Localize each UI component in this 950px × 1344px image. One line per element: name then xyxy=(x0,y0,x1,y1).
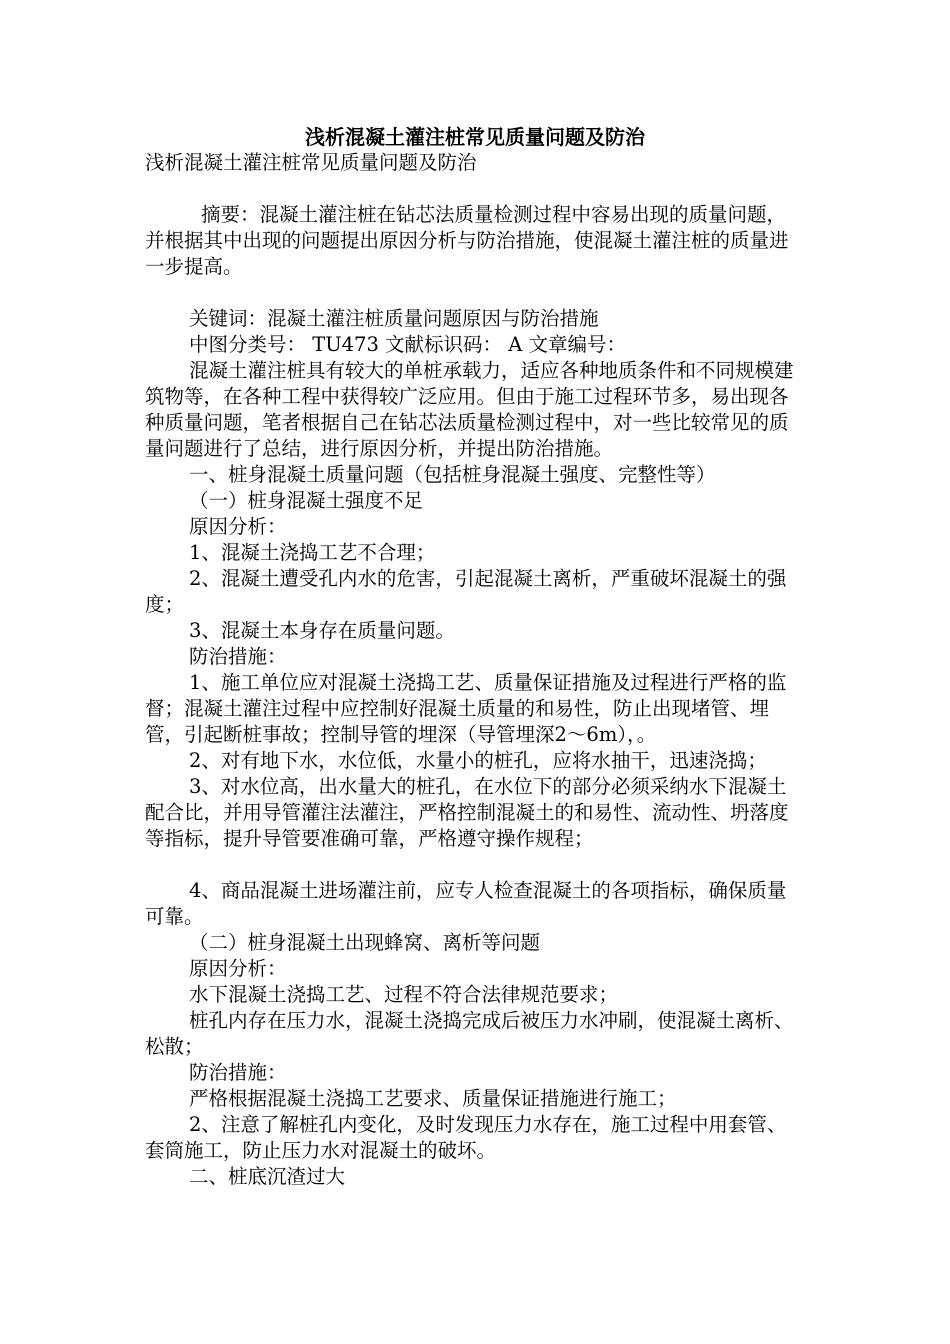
label-cause-analysis: 原因分析： xyxy=(189,515,287,538)
spacer xyxy=(145,176,805,202)
list-item: 水下混凝土浇捣工艺、过程不符合法律规范要求； xyxy=(189,983,619,1006)
list-item: 3、对水位高，出水量大的桩孔，在水位下的部分必须采纳水下混凝土配合比，并用导管灌注法灌注，严格控制混凝土的和易性、流动性、坍落度等指标，提升导管要准确可靠，严格遵守操作规程； xyxy=(145,775,789,850)
list-item: 2、注意了解桩孔内变化，及时发现压力水存在，施工过程中用套管、套筒施工，防止压力水对混凝土的破坏。 xyxy=(145,1113,787,1162)
keywords-line: 关键词：混凝土灌注桩质量问题原因与防治措施 xyxy=(189,307,599,330)
list-item: 2、混凝土遭受孔内水的危害，引起混凝土离析，严重破坏混凝土的强度； xyxy=(145,567,787,616)
section-heading: 二、桩底沉渣过大 xyxy=(189,1165,346,1188)
subsection-heading: （二）桩身混凝土出现蜂窝、离析等问题 xyxy=(189,931,541,954)
body-paragraph: 混凝土灌注桩具有较大的单桩承载力，适应各种地质条件和不同规模建筑物等，在各种工程中获得较广泛应用。但由于施工过程环节多，易出现各种质量问题，笔者根据自己在钻芯法质量检测过程中，对一些比较常见的质量问题进行了总结，进行原因分析，并提出防治措施。 xyxy=(145,359,794,460)
label-prevention: 防治措施： xyxy=(189,1061,287,1084)
list-item: 桩孔内存在压力水，混凝土浇捣完成后被压力水冲刷，使混凝土离析、松散； xyxy=(145,1009,794,1058)
abstract-paragraph: 摘要：混凝土灌注桩在钻芯法质量检测过程中容易出现的质量问题，并根据其中出现的问题提出原因分析与防治措施，使混凝土灌注桩的质量进一步提高。 xyxy=(145,203,789,278)
list-item: 3、混凝土本身存在质量问题。 xyxy=(189,619,455,642)
subsection-heading: （一）桩身混凝土强度不足 xyxy=(189,489,424,512)
document-body xyxy=(145,150,805,1190)
list-item: 1、混凝土浇捣工艺不合理； xyxy=(189,541,436,564)
document-subtitle: 浅析混凝土灌注桩常见质量问题及防治 xyxy=(145,151,477,174)
classification-line: 中图分类号： TU473 文献标识码： A 文章编号： xyxy=(189,333,627,356)
label-prevention: 防治措施： xyxy=(189,645,287,668)
section-heading: 一、桩身混凝土质量问题（包括桩身混凝土强度、完整性等） xyxy=(189,463,716,486)
label-cause-analysis: 原因分析： xyxy=(189,957,287,980)
list-item: 严格根据混凝土浇捣工艺要求、质量保证措施进行施工； xyxy=(189,1087,677,1110)
spacer xyxy=(145,280,805,306)
list-item: 1、施工单位应对混凝土浇捣工艺、质量保证措施及过程进行严格的监督；混凝土灌注过程中应控制好混凝土质量的和易性，防止出现堵管、埋管，引起断桩事故；控制导管的埋深（导管埋深2～6m），。 xyxy=(145,671,787,746)
spacer xyxy=(145,852,805,878)
document-title: 浅析混凝土灌注桩常见质量问题及防治 xyxy=(305,125,645,149)
list-item: 4、商品混凝土进场灌注前，应专人检查混凝土的各项指标，确保质量可靠。 xyxy=(145,879,787,928)
list-item: 2、对有地下水，水位低，水量小的桩孔，应将水抽干，迅速浇捣； xyxy=(189,749,767,772)
